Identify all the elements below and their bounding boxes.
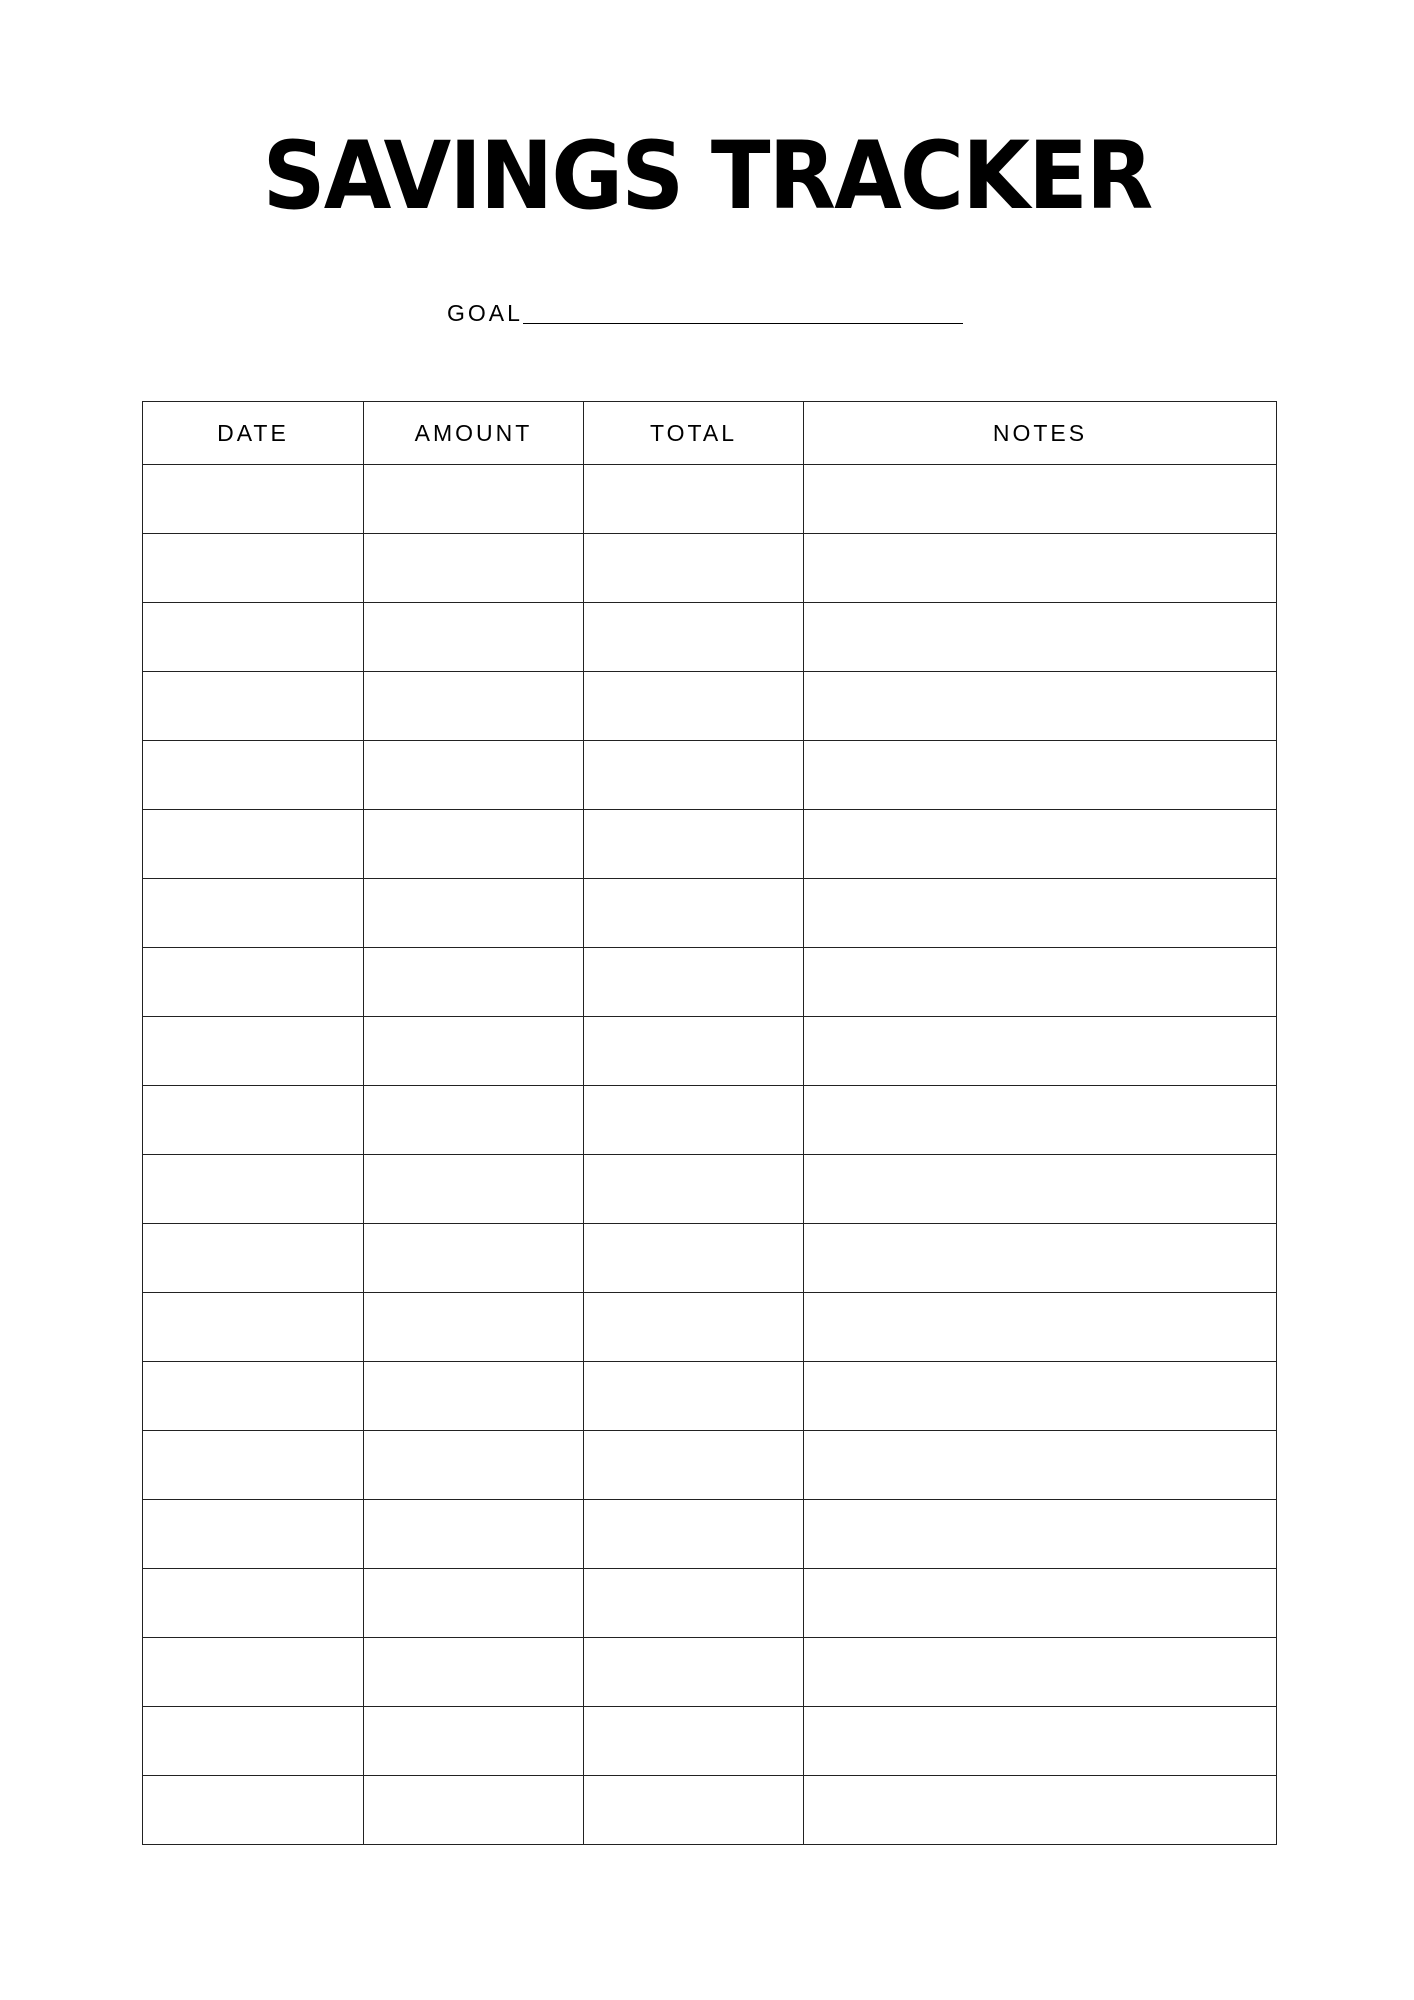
total-cell[interactable] [584,1500,804,1569]
table-header-row [143,402,1277,465]
amount-cell[interactable] [364,948,584,1017]
amount-cell[interactable] [364,879,584,948]
table-row [143,1155,1277,1224]
total-cell[interactable] [584,1086,804,1155]
goal-input-line[interactable] [523,323,963,324]
notes-cell[interactable] [804,741,1277,810]
amount-cell[interactable] [364,1638,584,1707]
table-row [143,1776,1277,1845]
date-cell[interactable] [143,672,364,741]
amount-cell[interactable] [364,465,584,534]
notes-cell[interactable] [804,1500,1277,1569]
amount-cell[interactable] [364,1776,584,1845]
notes-cell[interactable] [804,534,1277,603]
total-cell[interactable] [584,603,804,672]
date-cell[interactable] [143,810,364,879]
notes-cell[interactable] [804,1569,1277,1638]
total-cell[interactable] [584,1569,804,1638]
date-cell[interactable] [143,948,364,1017]
amount-cell[interactable] [364,1017,584,1086]
notes-cell[interactable] [804,1707,1277,1776]
date-cell[interactable] [143,1431,364,1500]
amount-cell[interactable] [364,1155,584,1224]
amount-cell[interactable] [364,1500,584,1569]
table-row [143,465,1277,534]
total-cell[interactable] [584,741,804,810]
amount-cell[interactable] [364,534,584,603]
date-cell[interactable] [143,465,364,534]
date-cell[interactable] [143,1776,364,1845]
table-row [143,1431,1277,1500]
amount-cell[interactable] [364,741,584,810]
amount-cell[interactable] [364,672,584,741]
column-header-notes: NOTES [804,402,1277,465]
notes-cell[interactable] [804,810,1277,879]
table-row [143,1086,1277,1155]
total-cell[interactable] [584,948,804,1017]
table-row [143,1224,1277,1293]
total-cell[interactable] [584,1224,804,1293]
date-cell[interactable] [143,1293,364,1362]
total-cell[interactable] [584,1638,804,1707]
total-cell[interactable] [584,1362,804,1431]
table-row [143,1569,1277,1638]
amount-cell[interactable] [364,1086,584,1155]
page-title: SAVINGS TRACKER [262,122,1152,231]
amount-cell[interactable] [364,810,584,879]
table-row [143,1293,1277,1362]
date-cell[interactable] [143,1569,364,1638]
column-header-date: DATE [143,402,364,465]
goal-label: GOAL [447,300,523,326]
table-row [143,1500,1277,1569]
table-row [143,741,1277,810]
date-cell[interactable] [143,1638,364,1707]
table-row [143,534,1277,603]
notes-cell[interactable] [804,1362,1277,1431]
date-cell[interactable] [143,879,364,948]
amount-cell[interactable] [364,1293,584,1362]
notes-cell[interactable] [804,1155,1277,1224]
date-cell[interactable] [143,1500,364,1569]
notes-cell[interactable] [804,1293,1277,1362]
amount-cell[interactable] [364,1431,584,1500]
table-row [143,1638,1277,1707]
table-row [143,672,1277,741]
notes-cell[interactable] [804,1086,1277,1155]
date-cell[interactable] [143,534,364,603]
date-cell[interactable] [143,1086,364,1155]
amount-cell[interactable] [364,1707,584,1776]
notes-cell[interactable] [804,879,1277,948]
notes-cell[interactable] [804,603,1277,672]
goal-field[interactable] [447,290,963,326]
date-cell[interactable] [143,1224,364,1293]
table-row [143,879,1277,948]
total-cell[interactable] [584,672,804,741]
notes-cell[interactable] [804,1776,1277,1845]
notes-cell[interactable] [804,1017,1277,1086]
date-cell[interactable] [143,1155,364,1224]
table-row [143,948,1277,1017]
notes-cell[interactable] [804,1431,1277,1500]
notes-cell[interactable] [804,948,1277,1017]
total-cell[interactable] [584,1707,804,1776]
table-row [143,603,1277,672]
date-cell[interactable] [143,1017,364,1086]
column-header-total: TOTAL [584,402,804,465]
amount-cell[interactable] [364,603,584,672]
total-cell[interactable] [584,1431,804,1500]
total-cell[interactable] [584,810,804,879]
total-cell[interactable] [584,465,804,534]
date-cell[interactable] [143,603,364,672]
table-row [143,810,1277,879]
total-cell[interactable] [584,1017,804,1086]
table-body [143,465,1277,1845]
total-cell[interactable] [584,1776,804,1845]
notes-cell[interactable] [804,1224,1277,1293]
amount-cell[interactable] [364,1569,584,1638]
total-cell[interactable] [584,1155,804,1224]
column-header-amount: AMOUNT [364,402,584,465]
notes-cell[interactable] [804,672,1277,741]
total-cell[interactable] [584,879,804,948]
table-row [143,1707,1277,1776]
total-cell[interactable] [584,1293,804,1362]
table-row [143,1017,1277,1086]
date-cell[interactable] [143,1362,364,1431]
date-cell[interactable] [143,741,364,810]
amount-cell[interactable] [364,1224,584,1293]
date-cell[interactable] [143,1707,364,1776]
savings-table [142,401,1277,1845]
total-cell[interactable] [584,534,804,603]
table-row [143,1362,1277,1431]
amount-cell[interactable] [364,1362,584,1431]
notes-cell[interactable] [804,1638,1277,1707]
notes-cell[interactable] [804,465,1277,534]
